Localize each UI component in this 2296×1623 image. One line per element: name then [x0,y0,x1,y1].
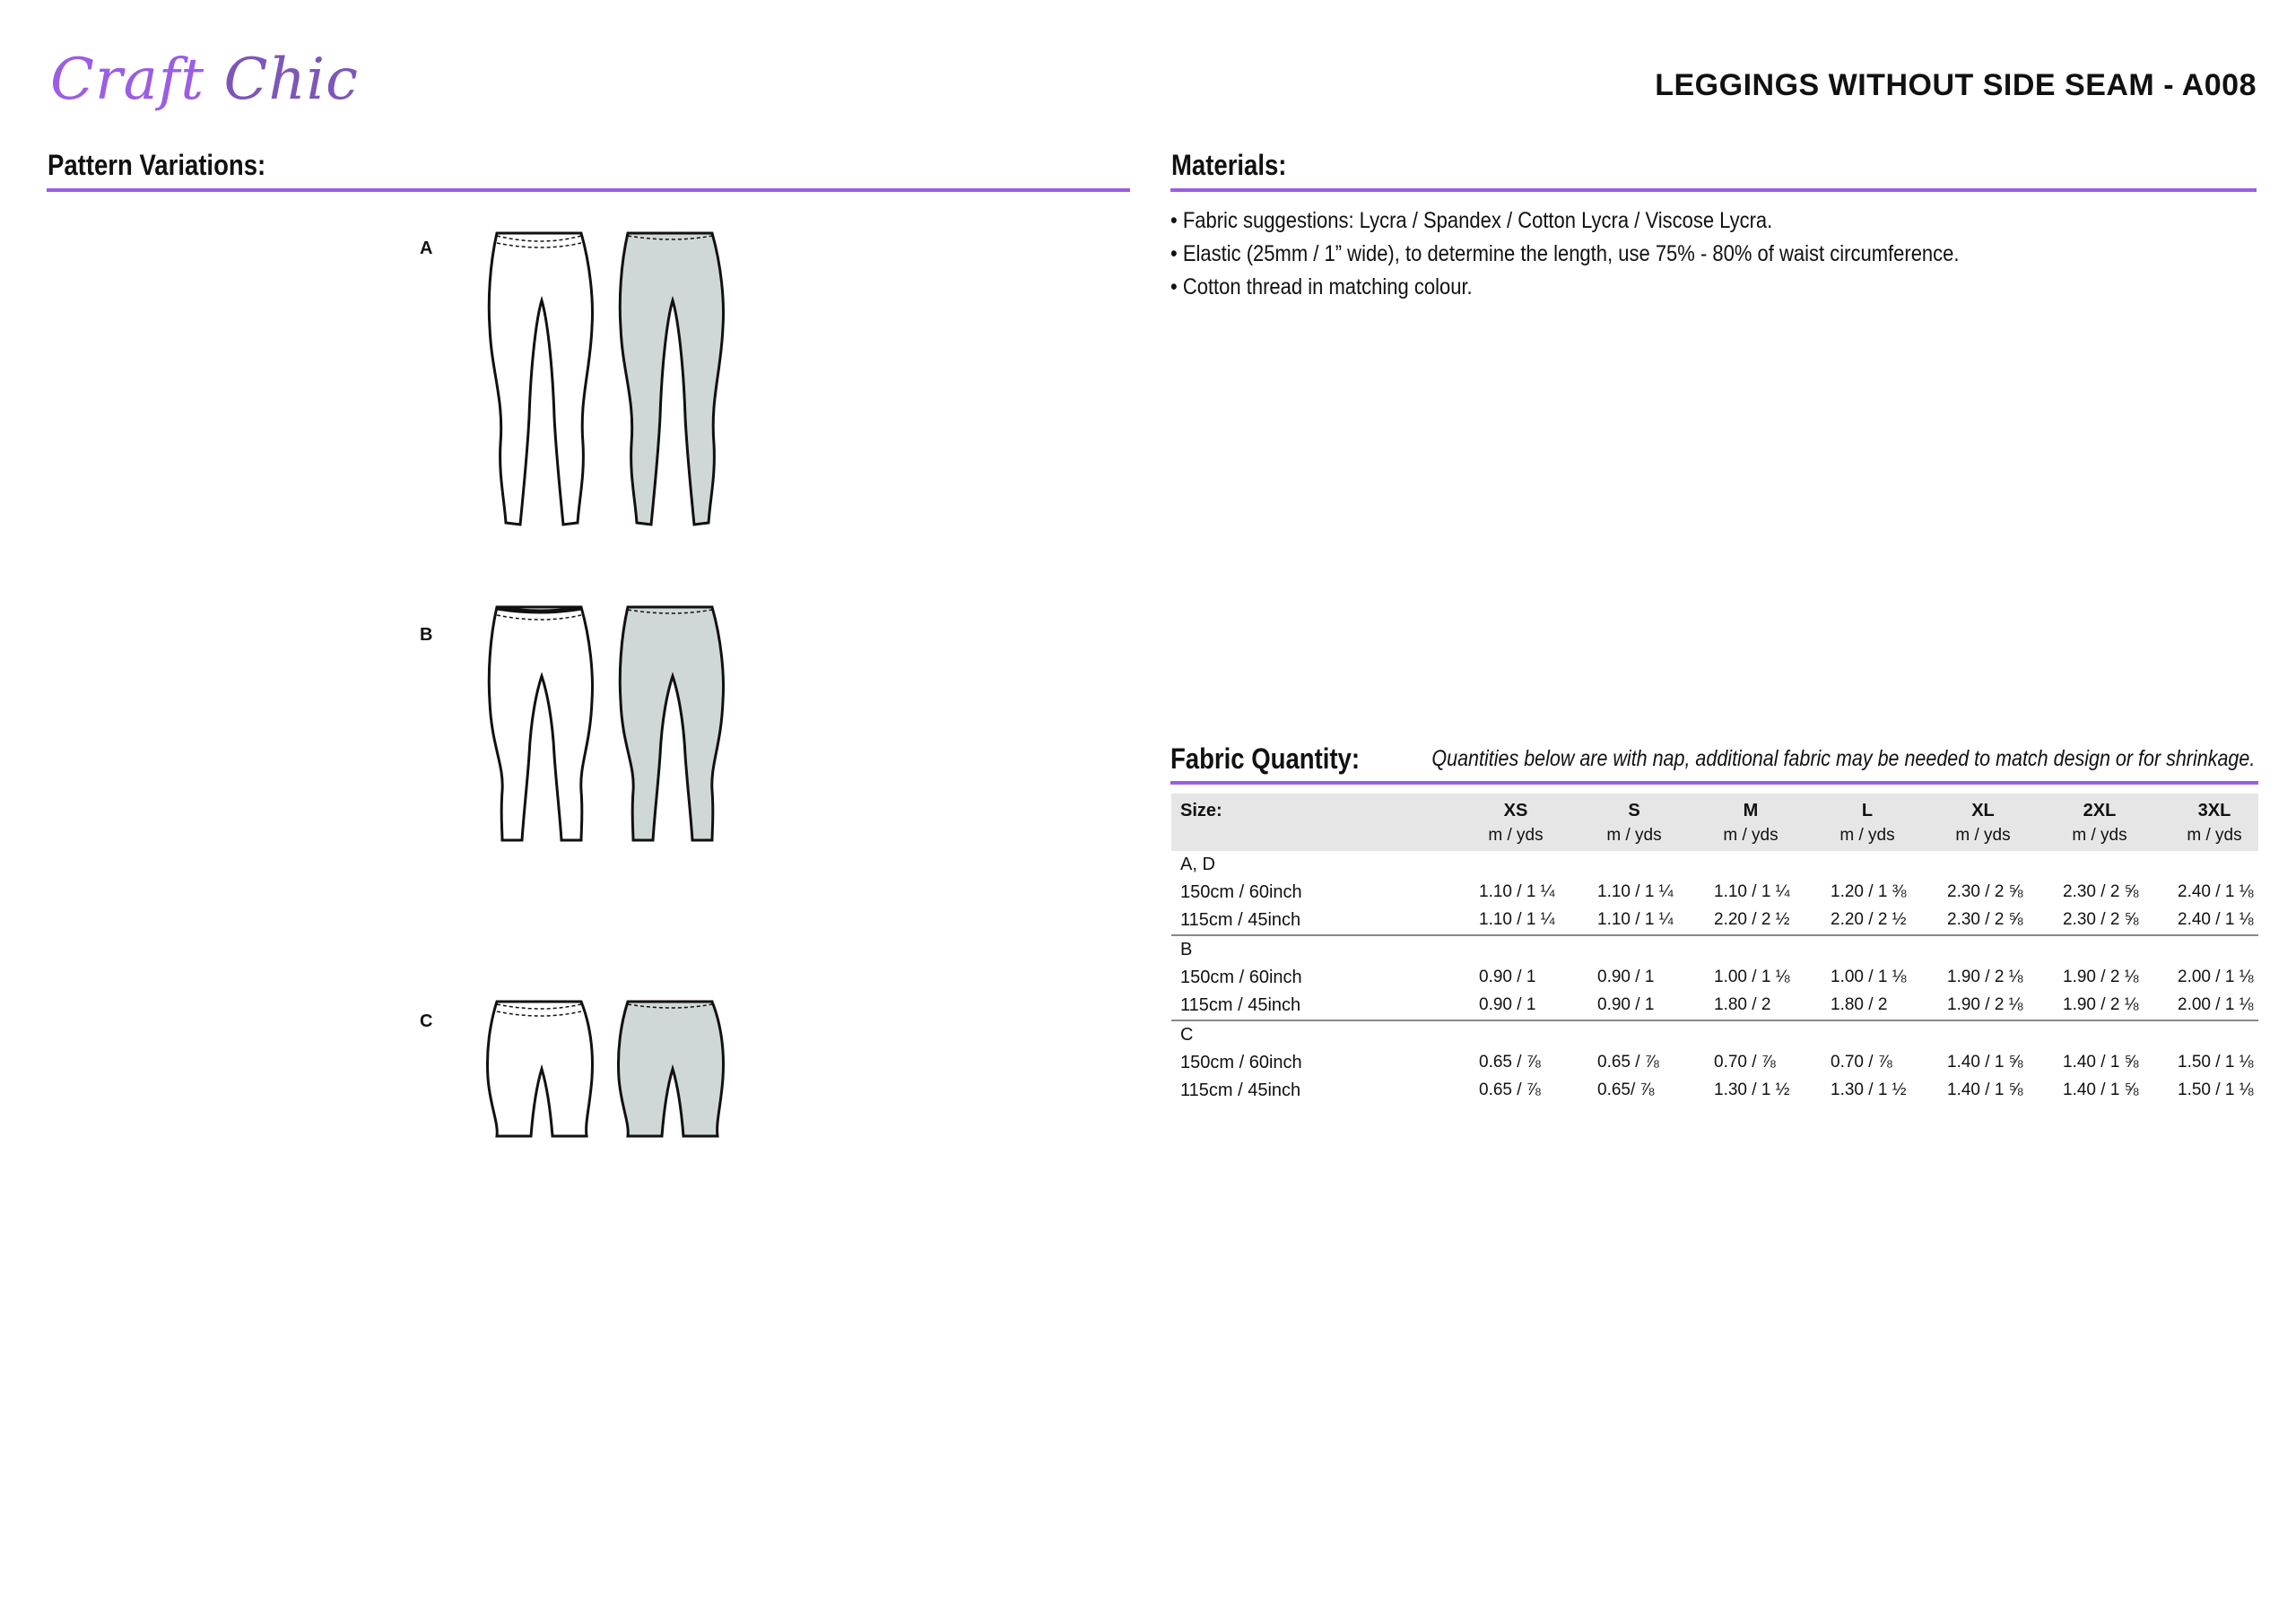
size-col-3xl: 3XL [2197,801,2231,820]
table-cell: 2.30 / 2 ⅝ [1947,882,2023,901]
table-cell: 0.70 / ⅞ [1714,1053,1776,1072]
table-cell: 0.65/ ⅞ [1597,1081,1655,1099]
document-title: LEGGINGS WITHOUT SIDE SEAM - A008 [1655,68,2257,102]
brand-logo [50,47,359,113]
table-cell: 1.90 / 2 ⅛ [2063,968,2139,986]
table-cell: 0.70 / ⅞ [1831,1053,1892,1072]
size-col-m: M [1743,801,1759,820]
group-name: C [1180,1025,1194,1045]
size-col-2xl: 2XL [2083,801,2117,820]
table-cell: 2.30 / 2 ⅝ [2063,910,2139,929]
row-label: 115cm / 45inch [1180,995,1301,1015]
table-cell: 1.80 / 2 [1831,995,1888,1014]
table-cell: 2.30 / 2 ⅝ [1947,910,2023,929]
table-cell: 1.00 / 1 ⅛ [1714,968,1790,986]
table-group-b [1171,936,2258,1021]
table-cell: 0.65 / ⅞ [1597,1053,1659,1072]
materials-list [1170,204,1960,304]
logo-word-craft: Craft [50,47,205,113]
group-name: B [1180,940,1193,959]
table-cell: 1.50 / 1 ⅛ [2178,1053,2254,1072]
pattern-variations-rule [47,188,1130,192]
leggings-a-front-drawing [484,229,596,529]
fabric-quantity-rule [1170,781,2258,785]
materials-item: • Elastic (25mm / 1” wide), to determine the length, use 75% - 80% of waist circumference. [1170,241,1960,266]
table-cell: 1.90 / 2 ⅛ [2063,995,2139,1014]
logo-word-chic: Chic [223,47,359,113]
table-cell: 1.80 / 2 [1714,995,1771,1014]
table-cell: 1.40 / 1 ⅝ [2063,1081,2139,1099]
table-cell: 2.40 / 1 ⅛ [2178,910,2254,929]
table-cell: 2.40 / 1 ⅛ [2178,882,2254,901]
materials-rule [1170,188,2257,192]
table-cell: 1.20 / 1 ⅜ [1831,882,1907,901]
table-cell: 2.20 / 2 ½ [1714,910,1790,929]
unit-col-m: m / yds [1723,826,1779,845]
row-label: 115cm / 45inch [1180,1081,1301,1100]
leggings-a-back-drawing [615,229,727,529]
table-cell: 1.10 / 1 ¼ [1479,882,1555,901]
materials-heading: Materials: [1171,149,1287,181]
row-label: 150cm / 60inch [1180,1053,1302,1072]
table-cell: 1.90 / 2 ⅛ [1947,995,2023,1014]
table-cell: 1.40 / 1 ⅝ [1947,1053,2023,1072]
row-label: 150cm / 60inch [1180,968,1302,987]
pattern-variations-heading: Pattern Variations: [48,149,266,181]
leggings-b-front-drawing [484,603,596,845]
materials-item: • Fabric suggestions: Lycra / Spandex / Cotton Lycra / Viscose Lycra. [1170,208,1773,233]
table-cell: 2.30 / 2 ⅝ [2063,882,2139,901]
size-col-xs: XS [1503,801,1528,820]
leggings-c-front-drawing [484,997,596,1141]
unit-col-2xl: m / yds [2072,826,2127,845]
table-cell: 0.90 / 1 [1597,968,1655,986]
table-cell: 1.10 / 1 ¼ [1597,882,1674,901]
table-cell: 0.65 / ⅞ [1479,1081,1541,1099]
size-col-s: S [1628,801,1640,820]
table-cell: 1.30 / 1 ½ [1714,1081,1790,1099]
table-cell: 2.20 / 2 ½ [1831,910,1907,929]
table-cell: 1.40 / 1 ⅝ [2063,1053,2139,1072]
table-header [1171,794,2258,851]
variation-label-c: C [420,1011,433,1031]
unit-col-xl: m / yds [1955,826,2011,845]
unit-col-s: m / yds [1606,826,1662,845]
size-header: Size: [1180,801,1222,820]
materials-item: • Cotton thread in matching colour. [1170,274,1473,299]
variation-label-b: B [420,625,433,645]
variation-label-a: A [420,239,433,258]
unit-col-l: m / yds [1839,826,1895,845]
row-label: 115cm / 45inch [1180,910,1301,930]
table-cell: 1.10 / 1 ¼ [1714,882,1790,901]
fabric-quantity-table [1171,794,2258,1105]
size-col-l: L [1861,801,1874,820]
unit-col-xs: m / yds [1488,826,1544,845]
size-col-xl: XL [1971,801,1995,820]
table-cell: 1.00 / 1 ⅛ [1831,968,1907,986]
table-cell: 1.10 / 1 ¼ [1597,910,1674,929]
fabric-quantity-note: Quantities below are with nap, additional fabric may be needed to match design or for shrinkage. [1431,746,2255,771]
leggings-c-back-drawing [615,997,727,1141]
table-group-ad [1171,851,2258,936]
row-label: 150cm / 60inch [1180,882,1302,902]
table-cell: 2.00 / 1 ⅛ [2178,995,2254,1014]
fabric-quantity-heading: Fabric Quantity: [1170,742,1361,775]
unit-col-3xl: m / yds [2187,826,2242,845]
table-cell: 1.40 / 1 ⅝ [1947,1081,2023,1099]
table-cell: 0.90 / 1 [1597,995,1655,1014]
leggings-b-back-drawing [615,603,727,845]
group-name: A, D [1180,855,1215,874]
table-cell: 1.50 / 1 ⅛ [2178,1081,2254,1099]
table-cell: 0.65 / ⅞ [1479,1053,1541,1072]
table-cell: 1.90 / 2 ⅛ [1947,968,2023,986]
table-cell: 1.10 / 1 ¼ [1479,910,1555,929]
table-cell: 2.00 / 1 ⅛ [2178,968,2254,986]
table-cell: 1.30 / 1 ½ [1831,1081,1907,1099]
table-cell: 0.90 / 1 [1479,968,1536,986]
table-cell: 0.90 / 1 [1479,995,1536,1014]
table-group-c [1171,1021,2258,1105]
